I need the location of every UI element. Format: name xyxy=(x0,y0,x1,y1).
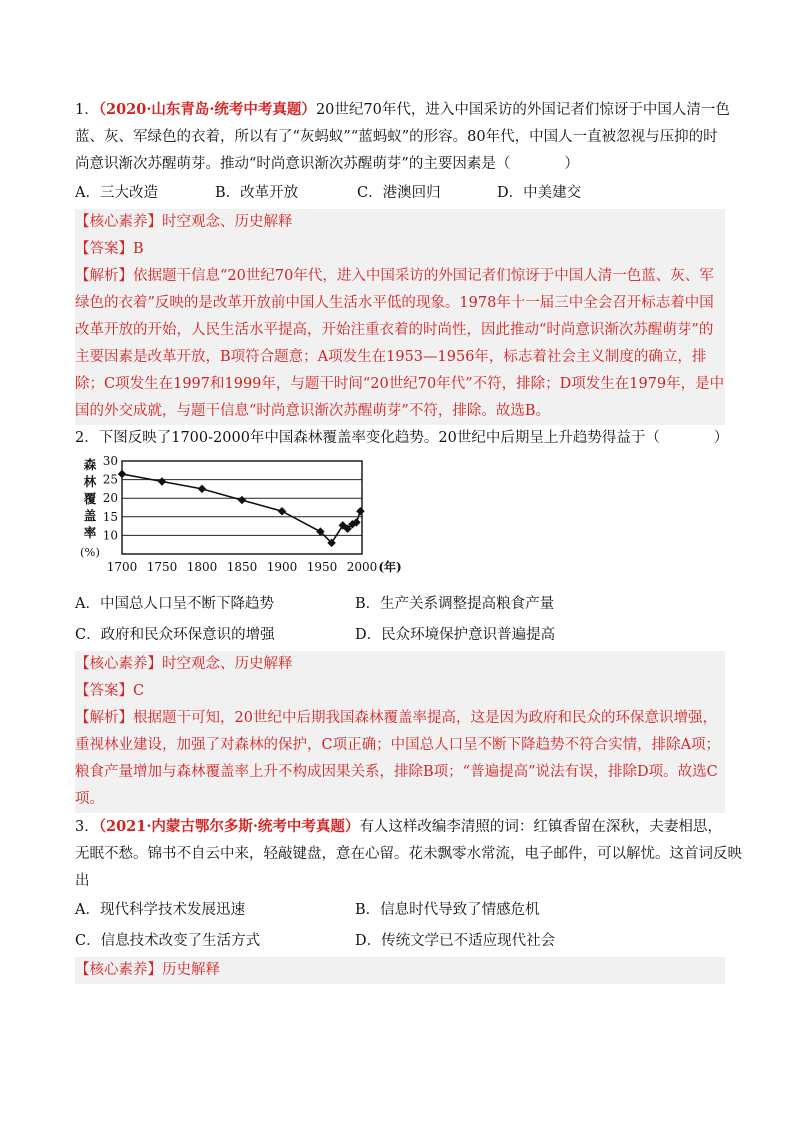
x-tick-label: 1750 xyxy=(146,560,178,574)
q1-literacy xyxy=(75,209,725,236)
q2-literacy-label: 【核心素养】 xyxy=(75,656,162,672)
y-label-char: 森 xyxy=(83,457,97,472)
y-tick-label: 25 xyxy=(102,472,118,487)
q2-literacy xyxy=(75,651,725,678)
q1-option-c: C．港澳回归 xyxy=(357,185,441,201)
x-tick-label: 1950 xyxy=(306,560,338,574)
q1-stem-line-1 xyxy=(75,96,730,124)
forest-coverage-chart-svg xyxy=(75,454,435,589)
data-point xyxy=(118,470,126,478)
forest-coverage-chart xyxy=(75,454,725,589)
q1-stem-line-3 xyxy=(75,151,725,178)
q3-option-c: C．信息技术改变了生活方式 xyxy=(75,933,261,949)
y-unit-label: (%) xyxy=(80,545,100,559)
q2-analysis-label: 【解析】 xyxy=(75,710,133,726)
q3-literacy-label: 【核心素养】 xyxy=(75,962,162,978)
q3-literacy xyxy=(75,957,725,984)
q1-analysis-label: 【解析】 xyxy=(75,268,133,284)
x-tick-label: 1850 xyxy=(226,560,258,574)
q3-stem-line-1 xyxy=(75,813,725,841)
q2-answer-label: 【答案】 xyxy=(75,683,133,699)
q1-stem-line-2: 蓝、灰、军绿色的衣着，所以有了“灰蚂蚁”“蓝蚂蚁”的形容。80年代，中国人一直被忽视与压抑的时 xyxy=(75,129,718,145)
q3-options-row-1 xyxy=(75,895,725,926)
x-tick-label: 1700 xyxy=(106,560,138,574)
q3-option-d: D．传统文学已不适应现代社会 xyxy=(355,933,556,949)
y-label-char: 林 xyxy=(83,474,97,489)
data-point xyxy=(158,477,166,485)
q1-options xyxy=(75,178,725,209)
q1-stem-3-end: ） xyxy=(564,156,579,172)
q3-literacy-text: 历史解释 xyxy=(162,962,220,978)
q1-source: （2020·山东青岛·统考中考真题） xyxy=(98,101,316,118)
q1-option-a: A．三大改造 xyxy=(75,185,158,201)
y-label-char: 盖 xyxy=(83,508,97,523)
q2-answer-value: C xyxy=(133,683,145,699)
y-label-char: 覆 xyxy=(83,491,97,506)
q3-stem-line-3: 出 xyxy=(75,873,90,889)
q2-literacy-text: 时空观念、历史解释 xyxy=(162,656,293,672)
q2-options-row-2 xyxy=(75,620,725,651)
q2-number: 2． xyxy=(75,430,99,446)
data-point xyxy=(238,496,246,504)
q1-option-b: B．改革开放 xyxy=(215,185,299,201)
q3-options-row-2 xyxy=(75,926,725,957)
q1-analysis xyxy=(75,263,725,425)
q2-option-d: D．民众环境保护意识普遍提高 xyxy=(355,627,556,643)
x-tick-label: 2000 xyxy=(346,560,378,574)
q1-stem-3: 尚意识渐次苏醒萌芽。推动“时尚意识渐次苏醒萌芽”的主要因素是（ xyxy=(75,156,511,172)
q1-answer-label: 【答案】 xyxy=(75,241,133,257)
q1-literacy-text: 时空观念、历史解释 xyxy=(162,214,293,230)
y-tick-label: 15 xyxy=(102,509,118,524)
q3-option-b: B．信息时代导致了情感危机 xyxy=(355,902,540,918)
q2-analysis xyxy=(75,705,725,813)
y-tick-label: 10 xyxy=(102,528,118,543)
q1-stem-1: 20世纪70年代，进入中国采访的外国记者们惊讶于中国人清一色 xyxy=(315,102,730,118)
q1-number: 1． xyxy=(75,102,99,118)
x-tick-label: 1900 xyxy=(266,560,298,574)
q1-option-d: D．中美建交 xyxy=(497,185,582,201)
data-point xyxy=(356,507,364,515)
exam-page xyxy=(75,96,742,984)
forest-coverage-line xyxy=(122,474,360,543)
q1-literacy-label: 【核心素养】 xyxy=(75,214,162,230)
q1-answer xyxy=(75,236,725,263)
q3-stem-line-2: 无眠不愁。锦书不自云中来，轻敲键盘，意在心留。花未飘零水常流，电子邮件，可以解忧。这首词反映 xyxy=(75,846,742,862)
x-tick-label: 1800 xyxy=(186,560,218,574)
data-point xyxy=(198,485,206,493)
q2-options-row-1 xyxy=(75,589,725,620)
q1-analysis-text: 依据题干信息“20世纪70年代，进入中国采访的外国记者们惊讶于中国人清一色蓝、灰、军绿色的衣着”反映的是改革开放前中国人生活水平低的现象。1978年十一届三中全会召开标志着中国改革开放的开始，人民生活水平提高，开始注重衣着的时尚性，因此推动“时尚意识渐次苏醒萌芽”的主要因素是改革开放，B项符合题意；A项发生在1953—1956年，标志着社会主义制度的确立，排除；C项发生在1997和1999年，与题干时间“20世纪70年代”不符，排除；D项发生在1979年，是中国的外交成就，与题干信息“时尚意识渐次苏醒萌芽”不符，排除。故选B。 xyxy=(75,268,725,419)
q3-stem-1: 有人这样改编李清照的词：红镇香留在深秋，夫妻相思， xyxy=(359,819,722,835)
q2-stem: 下图反映了1700-2000年中国森林覆盖率变化趋势。20世纪中后期呈上升趋势得益于（ xyxy=(98,430,660,446)
q1-answer-value: B xyxy=(133,241,144,257)
plot-frame xyxy=(122,461,362,554)
q3-number: 3． xyxy=(75,819,99,835)
data-point xyxy=(278,507,286,515)
y-label-char: 率 xyxy=(83,525,97,540)
q2-stem-end: ） xyxy=(713,430,729,446)
x-unit-label: (年) xyxy=(378,560,402,574)
q3-option-a: A．现代科学技术发展迅速 xyxy=(75,902,245,918)
q2-analysis-text: 根据题干可知，20世纪中后期我国森林覆盖率提高，这是因为政府和民众的环保意识增强，重视林业建设，加强了对森林的保护，C项正确；中国总人口呈不断下降趋势不符合实情，排除A项；粮食产量增加与森林覆盖率上升不构成因果关系，排除B项；“普遍提高”说法有误，排除D项。故选C项。 xyxy=(75,710,721,807)
y-tick-label: 20 xyxy=(102,491,118,506)
q2-option-b: B．生产关系调整提高粮食产量 xyxy=(355,596,555,612)
q2-stem-line xyxy=(75,425,729,452)
q2-option-c: C．政府和民众环保意识的增强 xyxy=(75,627,275,643)
q2-answer xyxy=(75,678,725,705)
y-tick-label: 30 xyxy=(102,454,118,468)
q3-source: （2021·内蒙古鄂尔多斯·统考中考真题） xyxy=(98,818,360,835)
q2-option-a: A．中国总人口呈不断下降趋势 xyxy=(75,596,274,612)
